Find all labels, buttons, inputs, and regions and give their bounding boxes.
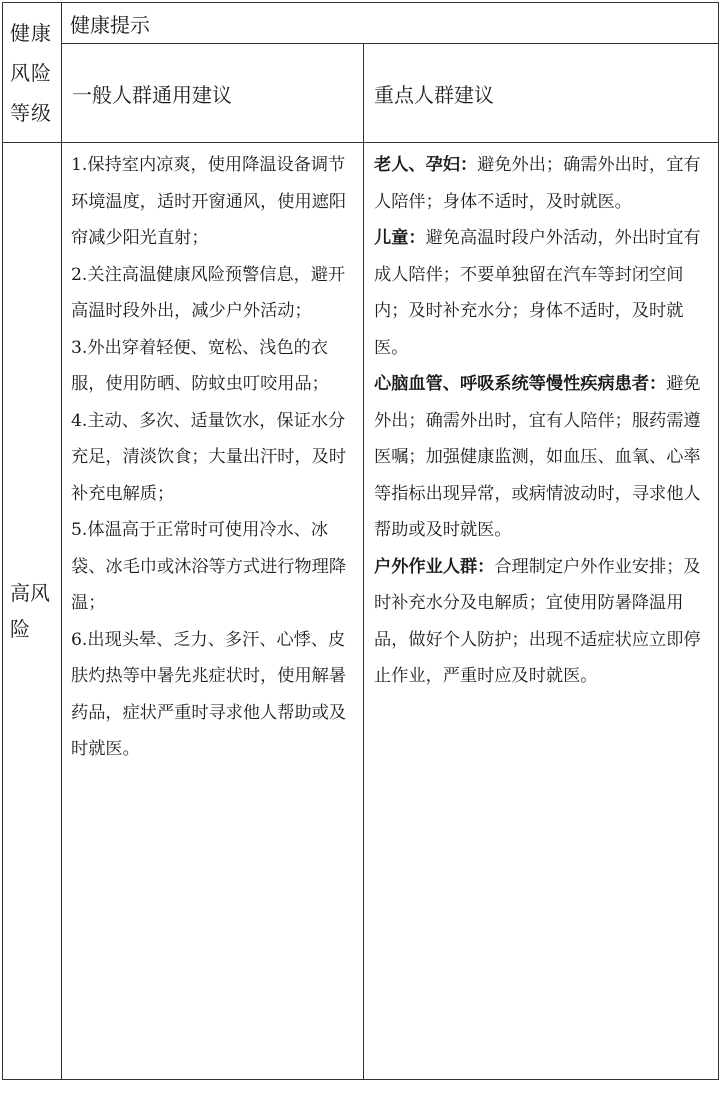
tips-header-cell bbox=[62, 3, 719, 44]
level-header-label: 健康风险等级 bbox=[10, 20, 52, 125]
key-advice-item bbox=[374, 220, 712, 366]
key-advice-item bbox=[374, 366, 712, 549]
level-header-cell bbox=[3, 3, 62, 143]
general-advice-cell bbox=[62, 143, 364, 1080]
general-header-cell bbox=[62, 44, 364, 143]
key-advice-list bbox=[364, 143, 718, 695]
general-advice-item: 2.关注高温健康风险预警信息，避开高温时段外出，减少户外活动； bbox=[71, 264, 346, 321]
general-advice-item: 6.出现头晕、乏力、多汗、心悸、皮肤灼热等中暑先兆症状时，使用解暑药品，症状严重时寻求他人帮助或及时就医。 bbox=[71, 629, 347, 759]
key-advice-group: 户外作业人群： bbox=[374, 556, 495, 577]
key-advice-cell bbox=[364, 143, 719, 1080]
general-advice-item: 3.外出穿着轻便、宽松、浅色的衣服，使用防晒、防蚊虫叮咬用品； bbox=[71, 337, 329, 394]
general-header-label: 一般人群通用建议 bbox=[72, 82, 232, 107]
key-header-label: 重点人群建议 bbox=[374, 82, 494, 107]
general-advice-item: 5.体温高于正常时可使用冷水、冰袋、冰毛巾或沐浴等方式进行物理降温； bbox=[71, 520, 347, 613]
key-advice-group: 心脑血管、呼吸系统等慢性疾病患者： bbox=[374, 374, 667, 394]
general-advice-list bbox=[62, 143, 363, 768]
health-advice-table bbox=[2, 2, 719, 1080]
key-advice-text: 避免外出；确需外出时，宜有人陪伴；身体不适时，及时就医。 bbox=[374, 155, 701, 212]
key-advice-item bbox=[374, 147, 712, 220]
tips-header-label: 健康提示 bbox=[70, 12, 150, 37]
risk-level-label: 高风险 bbox=[10, 581, 50, 641]
key-advice-text: 合理制定户外作业安排；及时补充水分及电解质；宜使用防暑降温用品，做好个人防护；出现不适症状应立即停止作业，严重时应及时就医。 bbox=[374, 556, 701, 686]
key-advice-group: 老人、孕妇： bbox=[374, 155, 478, 175]
key-advice-item bbox=[374, 549, 712, 695]
key-advice-group: 儿童： bbox=[374, 228, 426, 248]
key-advice-text: 避免外出；确需外出时，宜有人陪伴；服药需遵医嘱；加强健康监测，如血压、血氧、心率等指标出现异常，或病情波动时，寻求他人帮助或及时就医。 bbox=[374, 374, 701, 540]
general-advice-item: 4.主动、多次、适量饮水，保证水分充足，清淡饮食；大量出汗时，及时补充电解质； bbox=[71, 410, 347, 504]
general-advice-item: 1.保持室内凉爽，使用降温设备调节环境温度，适时开窗通风，使用遮阳帘减少阳光直射； bbox=[71, 155, 347, 248]
key-advice-text: 避免高温时段户外活动，外出时宜有成人陪伴；不要单独留在汽车等封闭空间内；及时补充水分；身体不适时，及时就医。 bbox=[374, 228, 701, 358]
key-header-cell bbox=[364, 44, 719, 143]
risk-level-cell bbox=[3, 143, 62, 1080]
